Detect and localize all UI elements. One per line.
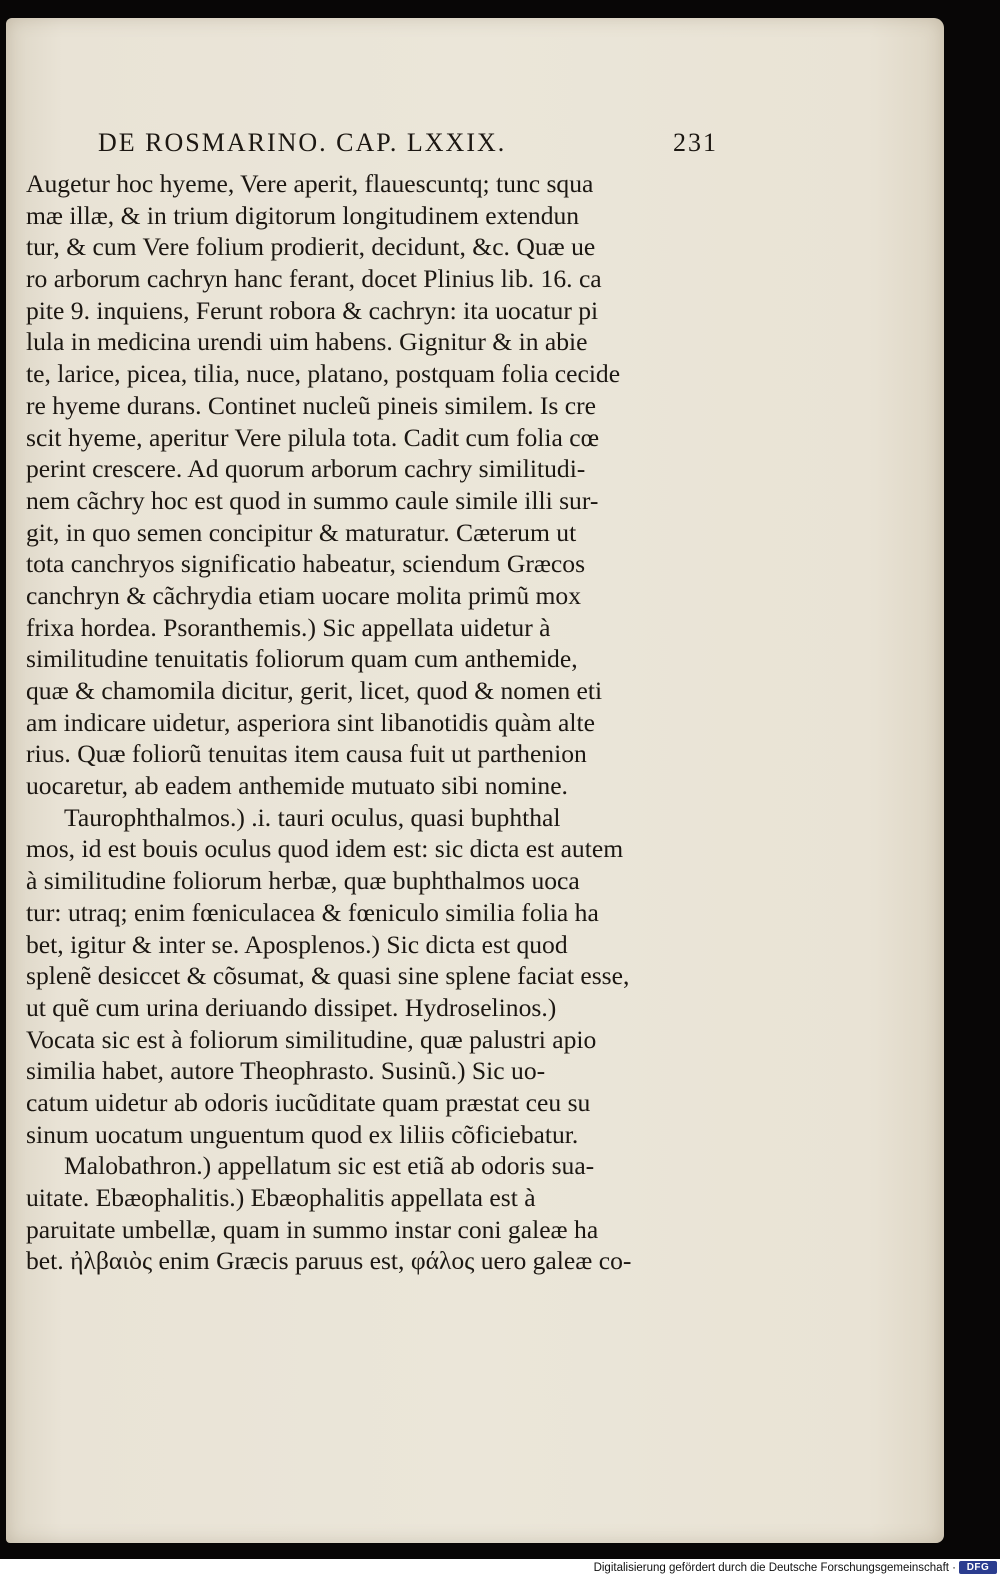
text-line: similitudine tenuitatis foliorum quam cum anthemide,	[26, 644, 578, 674]
text-line: à similitudine foliorum herbæ, quæ buphthalmos uoca	[26, 866, 580, 896]
text-line: lula in medicina urendi uim habens. Gignitur & in abie	[26, 327, 588, 357]
text-line: canchryn & cãchrydia etiam uocare molita primũ mox	[26, 580, 582, 610]
text-line: mæ illæ, & in trium digitorum longitudinem extendun	[26, 200, 580, 230]
book-page	[6, 18, 944, 1543]
text-line: quæ & chamomila dicitur, gerit, licet, quod & nomen eti	[26, 676, 603, 705]
digitization-footer	[0, 1559, 1000, 1577]
text-line: Augetur hoc hyeme, Vere aperit, flauescuntq; tunc squa	[26, 169, 594, 198]
text-line: similia habet, autore Theophrasto. Susinũ.) Sic uo-	[26, 1056, 546, 1086]
text-line: tota canchryos significatio habeatur, sciendum Græcos	[26, 549, 586, 579]
running-head-title: DE ROSMARINO. CAP. LXXIX.	[98, 128, 507, 157]
text-line: catum uidetur ab odoris iucũditate quam præstat ceu su	[26, 1087, 591, 1117]
text-line: paruitate umbellæ, quam in summo instar coni galeæ ha	[26, 1214, 599, 1244]
page-number: 231	[673, 128, 718, 157]
dfg-credit-text: Digitalisierung gefördert durch die Deutsche Forschungsgemeinschaft ·	[593, 1562, 956, 1574]
text-line: re hyeme durans. Continet nucleũ pineis similem. Is cre	[26, 390, 597, 420]
text-line: splenẽ desiccet & cõsumat, & quasi sine splene faciat esse,	[26, 961, 630, 991]
text-line: rius. Quæ foliorũ tenuitas item causa fuit ut parthenion	[26, 739, 587, 769]
text-line: sinum uocatum unguentum quod ex liliis cõficiebatur.	[26, 1119, 579, 1149]
text-line: bet. ἠλβαιὸς enim Græcis paruus est, φάλος uero galeæ co-	[26, 1246, 632, 1276]
body-text	[26, 168, 726, 1277]
text-line: Vocata sic est à foliorum similitudine, quæ palustri apio	[26, 1024, 597, 1054]
text-line: Taurophthalmos.) .i. tauri oculus, quasi buphthal	[64, 802, 561, 832]
text-line: uocaretur, ab eadem anthemide mutuato sibi nomine.	[26, 771, 568, 801]
text-line: te, larice, picea, tilia, nuce, platano, postquam folia cecide	[26, 359, 621, 389]
text-line: am indicare uidetur, asperiora sint libanotidis quàm alte	[26, 707, 595, 737]
text-line: bet, igitur & inter se. Aposplenos.) Sic dicta est quod	[26, 929, 568, 959]
text-line: pite 9. inquiens, Ferunt robora & cachryn: ita uocatur pi	[26, 295, 599, 325]
text-line: git, in quo semen concipitur & maturatur. Cæterum ut	[26, 517, 577, 547]
text-line: mos, id est bouis oculus quod idem est: sic dicta est autem	[26, 834, 624, 864]
text-line: perint crescere. Ad quorum arborum cachry similitudi-	[26, 454, 586, 484]
text-line: tur: utraq; enim fœniculacea & fœniculo similia folia ha	[26, 897, 599, 927]
text-line: tur, & cum Vere folium prodierit, decidunt, &c. Quæ ue	[26, 232, 596, 262]
text-line: uitate. Ebæophalitis.) Ebæophalitis appellata est à	[26, 1183, 536, 1212]
text-line: scit hyeme, aperitur Vere pilula tota. Cadit cum folia cœ	[26, 422, 600, 452]
text-line: Malobathron.) appellatum sic est etiã ab odoris sua-	[64, 1151, 595, 1181]
text-line: nem cãchry hoc est quod in summo caule simile illi sur-	[26, 485, 599, 515]
dfg-logo-icon: DFG	[959, 1561, 997, 1574]
text-line: frixa hordea. Psoranthemis.) Sic appellata uidetur à	[26, 612, 551, 642]
text-line: ut quẽ cum urina deriuando dissipet. Hydroselinos.)	[26, 992, 557, 1022]
text-line: ro arborum cachryn hanc ferant, docet Plinius lib. 16. ca	[26, 264, 602, 294]
running-head	[98, 122, 718, 162]
